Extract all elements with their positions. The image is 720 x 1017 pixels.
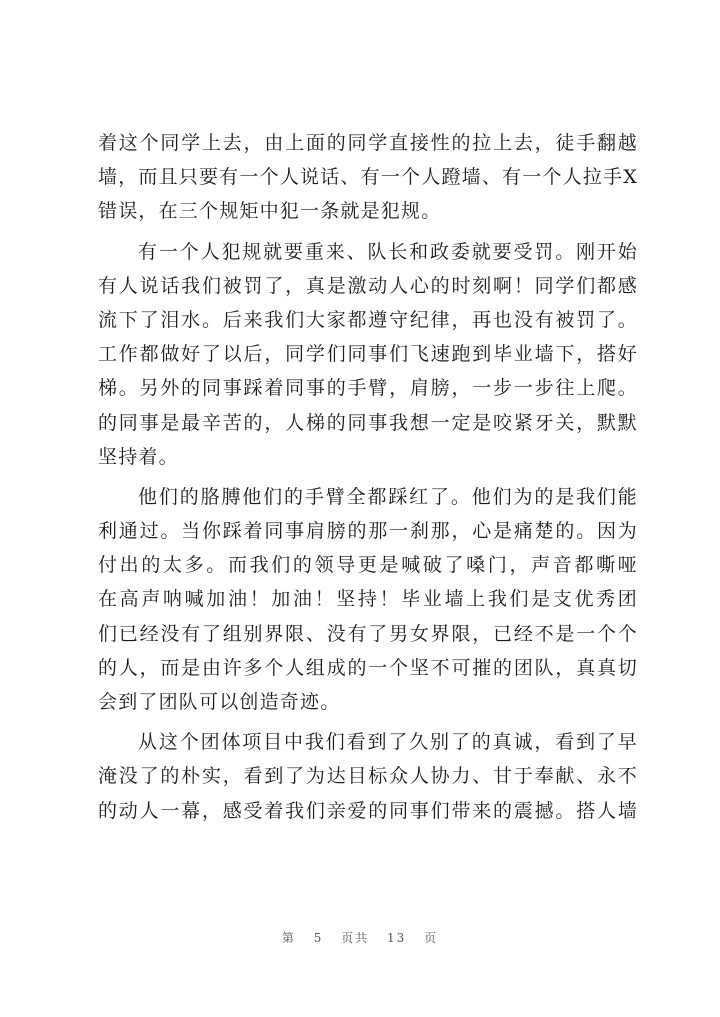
text-line: 墙，而且只要有一个人说话、有一个人蹬墙、有一个人拉手X [98, 166, 638, 189]
footer-middle: 页共 [341, 931, 370, 945]
text-line: 的同事是最辛苦的，人梯的同事我想一定是咬紧牙关，默默 [98, 411, 638, 434]
page-footer [0, 929, 720, 946]
text-line: 从这个团体项目中我们看到了久别了的真诚，看到了早 [138, 731, 638, 754]
text-line: 着这个同学上去，由上面的同学直接性的拉上去，徒手翻越 [98, 132, 638, 154]
footer-page-number: 5 [313, 931, 324, 945]
text-line: 淹没了的朴实，看到了为达目标众人协力、甘于奉献、永不 [98, 765, 638, 788]
text-line: 有人说话我们被罚了，真是激动人心的时刻啊！同学们都感 [98, 274, 638, 297]
footer-total-pages: 13 [387, 931, 407, 945]
text-line: 流下了泪水。后来我们大家都遵守纪律，再也没有被罚了。 [98, 308, 638, 331]
footer-prefix: 第 [281, 931, 296, 945]
text-line: 们已经没有了组别界限、没有了男女界限，已经不是一个个 [98, 622, 638, 645]
text-line: 付出的太多。而我们的领导更是喊破了嗓门，声音都嘶哑 [98, 554, 638, 577]
text-line: 会到了团队可以创造奇迹。 [98, 691, 341, 713]
text-line: 在高声呐喊加油！加油！坚持！毕业墙上我们是支优秀团 [98, 588, 638, 611]
text-line: 有一个人犯规就要重来、队长和政委就要受罚。刚开始 [138, 240, 638, 263]
text-line: 错误，在三个规矩中犯一条就是犯规。 [98, 200, 442, 223]
text-line: 梯。另外的同事踩着同事的手臂，肩膀，一步一步往上爬。 [98, 377, 638, 400]
text-line: 工作都做好了以后，同学们同事们飞速跑到毕业墙下，搭好 [98, 343, 638, 366]
text-line: 的人，而是由许多个人组成的一个坚不可摧的团队，真真切 [98, 656, 638, 679]
footer-suffix: 页 [424, 931, 439, 945]
body-text [98, 126, 638, 828]
text-line: 坚持着。 [98, 445, 179, 468]
text-line: 利通过。当你踩着同事肩膀的那一刹那，心是痛楚的。因为 [98, 520, 638, 543]
text-line: 他们的胳膊他们的手臂全都踩红了。他们为的是我们能 [138, 485, 638, 508]
text-line: 的动人一幕，感受着我们亲爱的同事们带来的震撼。搭人墙 [98, 799, 638, 822]
